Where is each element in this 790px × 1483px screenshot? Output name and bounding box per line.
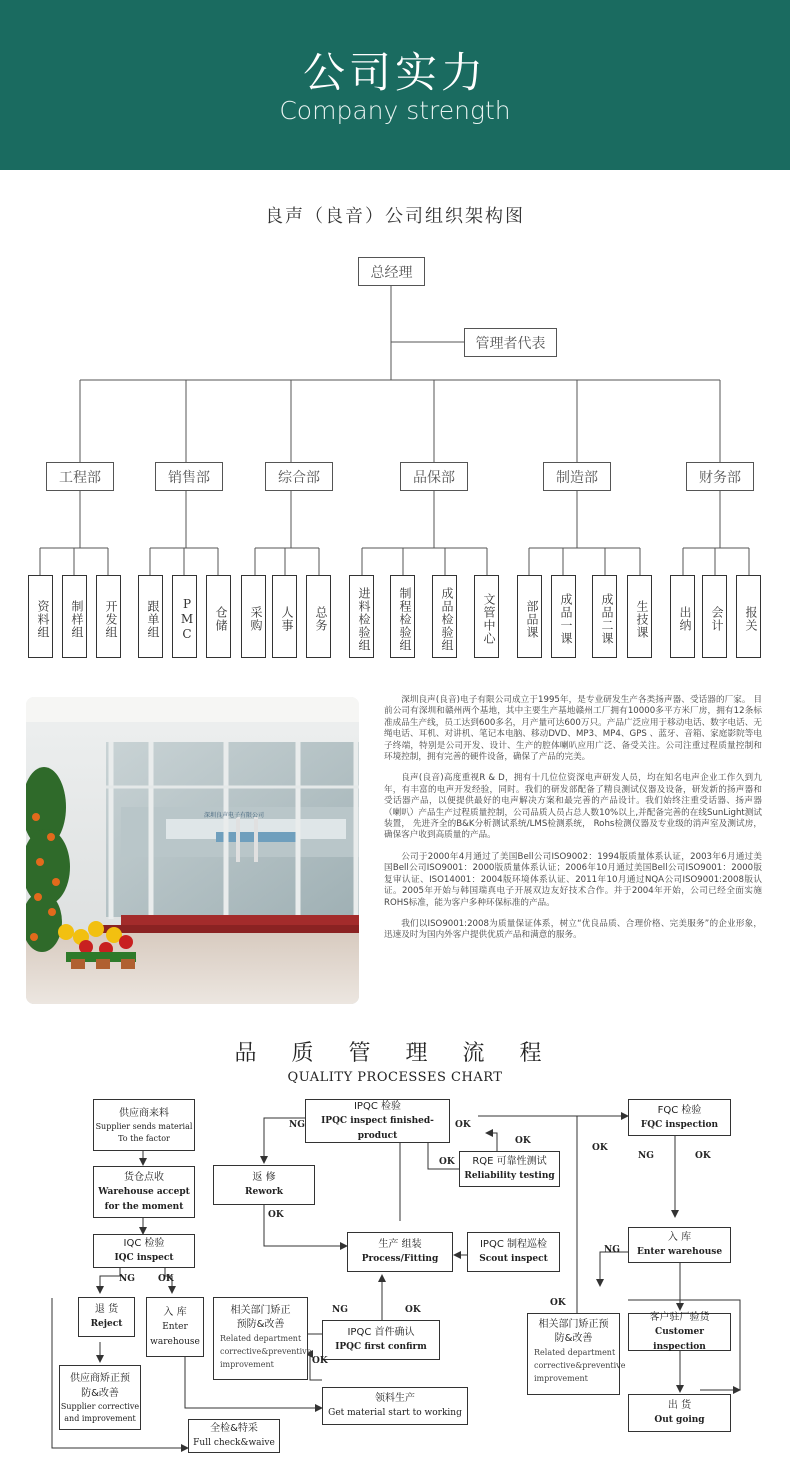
org-dept-sales: 销售部 xyxy=(155,462,223,491)
flow-box-warehouse-accept xyxy=(93,1166,195,1218)
flow-box-en: Reliability testing xyxy=(464,1171,555,1181)
flow-box-zh: 相关部门矫正预防&改善 xyxy=(230,1305,291,1330)
flow-box-en: Supplier corrective and improvement xyxy=(60,1401,140,1423)
flow-box-full-check xyxy=(188,1419,280,1453)
flow-box-fqc xyxy=(628,1099,731,1136)
flow-box-zh: 供应商矫正预防&改善 xyxy=(70,1372,130,1399)
flow-box-fg-enter-warehouse xyxy=(628,1227,731,1263)
org-ceo: 总经理 xyxy=(358,257,425,286)
org-dept-finance: 财务部 xyxy=(686,462,754,491)
org-group: 采购 xyxy=(241,575,266,658)
flow-box-scout xyxy=(467,1232,560,1272)
flow-box-en: Get material start to working xyxy=(328,1408,462,1418)
flow-box-en: IQC inspect xyxy=(114,1253,174,1263)
org-group: 跟单组 xyxy=(138,575,163,658)
flow-label-ng: NG xyxy=(604,1245,620,1255)
flow-box-zh: 生产 组装 xyxy=(378,1239,422,1250)
quality-chart-title: 品 质 管 理 流 程 xyxy=(234,1041,556,1066)
flow-box-zh: 客户驻厂验货 xyxy=(649,1311,710,1323)
org-group: 制样组 xyxy=(62,575,87,658)
flow-box-reject xyxy=(78,1297,135,1337)
flow-box-en: Enter warehouse xyxy=(150,1321,200,1347)
org-group: 会计 xyxy=(702,575,727,658)
flow-box-zh: IQC 检验 xyxy=(123,1238,165,1249)
flow-box-note: Related department corrective&preventive improvement xyxy=(534,1348,626,1383)
company-lobby-photo xyxy=(26,697,359,1004)
flow-label-ok: OK xyxy=(592,1143,608,1153)
banner-title: 公司实力 xyxy=(302,48,487,97)
lobby-illustration xyxy=(26,697,359,1004)
banner xyxy=(0,0,790,170)
flow-label-ok: OK xyxy=(405,1305,421,1315)
flow-box-zh: IPQC 制程巡检 xyxy=(479,1239,547,1250)
org-dept-manufacturing: 制造部 xyxy=(543,462,611,491)
org-group: 报关 xyxy=(736,575,761,658)
flow-label-ng: NG xyxy=(638,1151,654,1161)
org-group: 文管中心 xyxy=(474,575,499,658)
quality-chart-subtitle: QUALITY PROCESSES CHART xyxy=(287,1070,503,1085)
flow-box-rework xyxy=(213,1165,315,1205)
flow-box-supplier-corrective xyxy=(59,1365,141,1430)
company-description xyxy=(384,695,762,952)
flow-box-zh: IPQC 检验 xyxy=(353,1100,401,1112)
company-paragraph: 良声(良音)高度重视R & D，拥有十几位位资深电声研发人员，均在知名电声企业工作久到九年，有丰富的电声开发经验，同时。我们的研发部配备了精良测试仪器及设备，研发新的扬声器和受话器产品，以便提供最好的电声解决方案和最完善的产品设计。我们始终注重受话器、扬声器（喇叭）产品生产过程质量控制，公司品质人员占总人数10%以上,并配备完善的在线SunLight测试装置， 先进齐全的B&K分析测试系统/LMS检测系统， Rohs检测仪器及专业级的消声室及测试房，确保客户收到高质量的产品。 xyxy=(384,773,762,841)
org-group: 开发组 xyxy=(96,575,121,658)
flow-box-process xyxy=(347,1232,453,1272)
org-group: 成品二课 xyxy=(592,575,617,658)
flow-box-zh: 入 库 xyxy=(163,1306,187,1318)
flow-box-en: Enter warehouse xyxy=(636,1247,723,1257)
org-group: PMC xyxy=(172,575,197,658)
flow-box-zh: 相关部门矫正预防&改善 xyxy=(538,1319,609,1344)
org-chart-title: 良声（良音）公司组织架构图 xyxy=(265,206,525,227)
flow-box-en: Process/Fitting xyxy=(361,1254,439,1264)
flow-box-rqe xyxy=(459,1151,560,1187)
flow-label-ng: NG xyxy=(119,1274,135,1284)
flow-box-en: Reject xyxy=(90,1319,123,1329)
flow-box-zh: 供应商来料 xyxy=(119,1107,169,1119)
flow-label-ok: OK xyxy=(439,1157,455,1167)
flow-label-ok: OK xyxy=(312,1356,328,1366)
flow-box-zh: 返 修 xyxy=(252,1172,276,1183)
flow-box-iqc xyxy=(93,1234,195,1268)
org-dept-general: 综合部 xyxy=(265,462,333,491)
flow-box-en: Out going xyxy=(654,1415,705,1425)
flow-label-ok: OK xyxy=(158,1274,174,1284)
flow-box-en: Warehouse accept for the moment xyxy=(98,1186,190,1212)
flow-label-ok: OK xyxy=(515,1136,531,1146)
flow-box-zh: 全检&特采 xyxy=(210,1423,258,1434)
company-paragraph: 公司于2000年4月通过了美国Bell公司ISO9002：1994版质量体系认证，2003年6月通过美国Bell公司ISO9001：2000版质量体系认证；2006年10月通过美国Bell公司ISO9001：2000版复审认证、ISO14001：2004版环境体系认证、2011年10月通过NQA公司ISO9001:2008版认证。2005年开始与韩国瑞真电子开展双边友好技术合作。并于2004年开始，公司已经全面实施ROHS标准，能为客户多种环保标准的产品。 xyxy=(384,851,762,908)
flow-label-ok: OK xyxy=(455,1120,471,1130)
flow-box-en: IPQC inspect finished-product xyxy=(321,1115,434,1141)
flow-box-zh: 出 货 xyxy=(667,1400,692,1411)
flow-label-ok: OK xyxy=(695,1151,711,1161)
flow-box-zh: FQC 检验 xyxy=(657,1104,702,1116)
flow-box-zh: 退 货 xyxy=(94,1304,119,1315)
flow-box-zh: RQE 可靠性测试 xyxy=(472,1156,547,1167)
flow-box-en: IPQC first confirm xyxy=(335,1342,427,1352)
org-group: 总务 xyxy=(306,575,331,658)
flow-box-note: Related department corrective&preventive improvement xyxy=(220,1334,312,1369)
org-group: 人事 xyxy=(272,575,297,658)
org-dept-engineering: 工程部 xyxy=(46,462,114,491)
flow-box-dept-corrective-right xyxy=(527,1313,626,1395)
flow-box-en: Supplier sends material To the factor xyxy=(95,1121,193,1143)
company-paragraph: 深圳良声(良音)电子有限公司成立于1995年，是专业研发生产各类扬声器、受话器的厂家。 目前公司有深圳和赣州两个基地，其中主要生产基地赣州工厂拥有10000多平方米厂房，拥有12条标准成品生产线，员工达到600多名，月产量可达600万只。产品广泛应用于移动电话、数字电话、无绳电话、耳机、对讲机、笔记本电脑、移动DVD、MP3、MP4、GPS 、蓝牙、音箱、家庭影院等电子终端，特别是公司开发、设计、生产的腔体喇叭应用广泛、备受关注。公司注重过程质量控制和环境控制，拥有完善的硬件设备，确保了产品的完美。 xyxy=(384,695,762,763)
org-management-rep: 管理者代表 xyxy=(464,328,557,357)
flow-box-get-material xyxy=(322,1387,468,1425)
org-group: 进料检验组 xyxy=(349,575,374,658)
flow-box-en: Scout inspect xyxy=(479,1254,548,1264)
org-group: 资料组 xyxy=(28,575,53,658)
company-paragraph: 我们以ISO9001:2008为质量保证体系，树立“优良品质、合理价格、完美服务”的企业形象，迅速及时为国内外客户提供优质产品和满意的服务。 xyxy=(384,918,762,941)
lobby-sign-text: 深圳良声电子有限公司 xyxy=(203,812,264,819)
org-group: 仓储 xyxy=(206,575,231,658)
org-dept-qa: 品保部 xyxy=(400,462,468,491)
flow-box-out-going xyxy=(628,1394,731,1432)
org-group: 生技课 xyxy=(627,575,652,658)
org-group: 部品课 xyxy=(517,575,542,658)
flow-box-dept-corrective-left xyxy=(213,1297,312,1380)
org-group: 成品一课 xyxy=(551,575,576,658)
flow-box-customer-inspection xyxy=(628,1313,731,1351)
flow-box-en: Customer inspection xyxy=(653,1326,706,1352)
flow-box-en: Rework xyxy=(245,1187,283,1197)
flow-box-en: FQC inspection xyxy=(640,1119,719,1130)
flow-box-zh: 领料生产 xyxy=(375,1393,415,1404)
banner-subtitle: Company strength xyxy=(279,96,511,125)
flow-label-ng: NG xyxy=(332,1305,348,1315)
flow-box-ipqc-finished xyxy=(305,1099,450,1143)
org-group: 出纳 xyxy=(670,575,695,658)
flow-label-ok: OK xyxy=(550,1298,566,1308)
org-group: 成品检验组 xyxy=(432,575,457,658)
flow-box-enter-warehouse xyxy=(146,1297,204,1357)
flow-box-supplier xyxy=(93,1099,195,1151)
flow-box-zh: 入 库 xyxy=(667,1232,692,1243)
flow-label-ok: OK xyxy=(268,1210,284,1220)
flow-label-ng: NG xyxy=(289,1120,305,1130)
flow-box-zh: IPQC 首件确认 xyxy=(347,1327,415,1338)
flow-box-en: Full check&waive xyxy=(193,1438,275,1448)
flow-box-first-confirm xyxy=(322,1320,440,1360)
flow-box-zh: 货仓点收 xyxy=(124,1171,164,1183)
org-group: 制程检验组 xyxy=(390,575,415,658)
